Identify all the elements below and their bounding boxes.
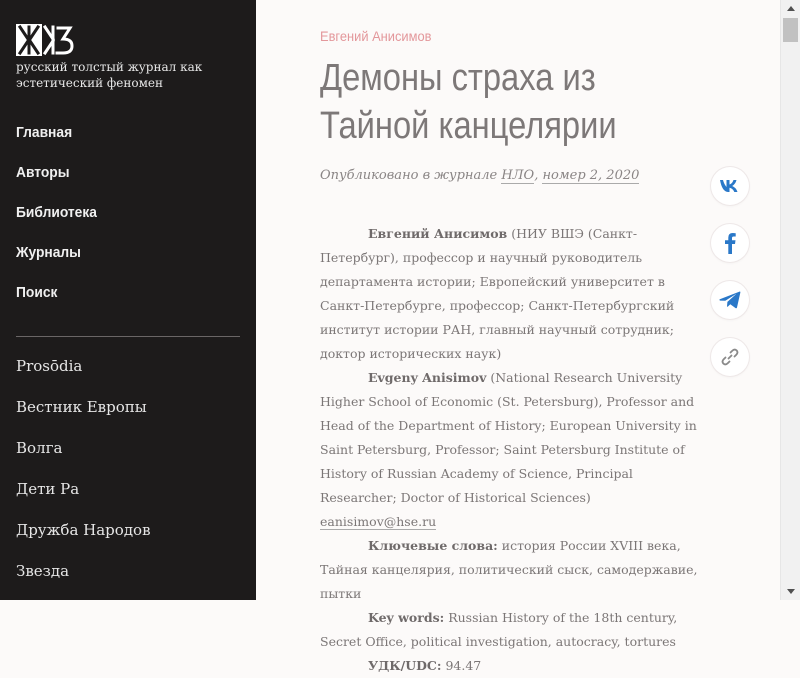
scroll-down-button[interactable]: [781, 583, 800, 600]
nav-item-journals[interactable]: Журналы: [16, 244, 81, 261]
journal-item[interactable]: Prosōdia: [16, 357, 83, 375]
nav-item-library[interactable]: Библиотека: [16, 204, 97, 221]
zhz-logo-icon[interactable]: [16, 24, 74, 56]
author-affiliation-ru: (НИУ ВШЭ (Санкт-Петербург), профессор и научный руководитель департамента истории; Европейский университет в Санкт-Петербурге, профессор; Санкт-Петербургский институт истории РАН, главный научный сотрудник; доктор исторических наук): [320, 226, 675, 361]
scroll-thumb[interactable]: [783, 18, 798, 42]
share-vk-button[interactable]: [711, 167, 749, 205]
udc-value: 94.47: [441, 658, 482, 673]
author-name-ru: Евгений Анисимов: [368, 226, 508, 241]
vk-icon: [719, 179, 741, 193]
udc-label: УДК/UDC:: [368, 658, 442, 673]
article-title: Демоны страха из Тайной канцелярии: [320, 57, 617, 147]
publication-info: [320, 168, 639, 183]
nav-item-home[interactable]: Главная: [16, 124, 73, 141]
keywords-en: [320, 606, 705, 654]
article-author-link[interactable]: Евгений Анисимов: [320, 28, 432, 44]
telegram-icon: [719, 291, 741, 309]
udc: [320, 654, 705, 678]
share-facebook-button[interactable]: [711, 224, 749, 262]
author-info-ru: [320, 222, 705, 366]
keywords-ru-label: Ключевые слова:: [368, 538, 498, 553]
author-affiliation-en: (National Research University Higher School of Economic (St. Petersburg), Professor and Head of the Department of History; European University in Saint Petersburg, Professor; Saint Petersburg Institute of History of Russian Academy of Science, Principal Researcher; Doctor of Historical Sciences): [320, 370, 697, 505]
author-name-en: Evgeny Anisimov: [368, 370, 487, 385]
publication-separator: ,: [534, 168, 543, 183]
keywords-ru: [320, 534, 705, 606]
author-email-link[interactable]: eanisimov@hse.ru: [320, 514, 437, 529]
copy-link-button[interactable]: [711, 338, 749, 376]
sidebar: [0, 0, 256, 600]
share-telegram-button[interactable]: [711, 281, 749, 319]
journal-item[interactable]: Вестник Европы: [16, 398, 147, 416]
main-nav: [16, 122, 104, 322]
issue-link[interactable]: номер 2, 2020: [542, 168, 640, 183]
keywords-en-value: Russian History of the 18th century, Secret Office, political investigation, autocracy, tortures: [320, 610, 678, 649]
publication-prefix: Опубликовано в журнале: [320, 168, 502, 183]
keywords-ru-value: история России XVIII века, Тайная канцелярия, политический сыск, самодержавие, пытки: [320, 538, 698, 601]
sidebar-divider: [16, 336, 240, 337]
keywords-en-label: Key words:: [368, 610, 445, 625]
arrow-down-icon: [787, 589, 795, 594]
author-info-en: [320, 366, 705, 534]
article-body: [320, 222, 705, 678]
journal-item[interactable]: Звезда: [16, 562, 70, 580]
nav-item-authors[interactable]: Авторы: [16, 164, 70, 181]
site-tagline: русский толстый журнал как эстетический феномен: [16, 60, 203, 90]
link-icon: [720, 347, 740, 367]
journal-list: [16, 355, 151, 600]
journal-item[interactable]: Дети Ра: [16, 480, 80, 498]
arrow-up-icon: [787, 6, 795, 11]
scroll-up-button[interactable]: [781, 0, 800, 17]
nav-item-search[interactable]: Поиск: [16, 284, 58, 301]
journal-item[interactable]: Волга: [16, 439, 63, 457]
page-scrollbar[interactable]: [780, 0, 800, 600]
facebook-icon: [724, 232, 736, 254]
journal-item[interactable]: Дружба Народов: [16, 521, 151, 539]
journal-link[interactable]: НЛО: [501, 168, 535, 183]
